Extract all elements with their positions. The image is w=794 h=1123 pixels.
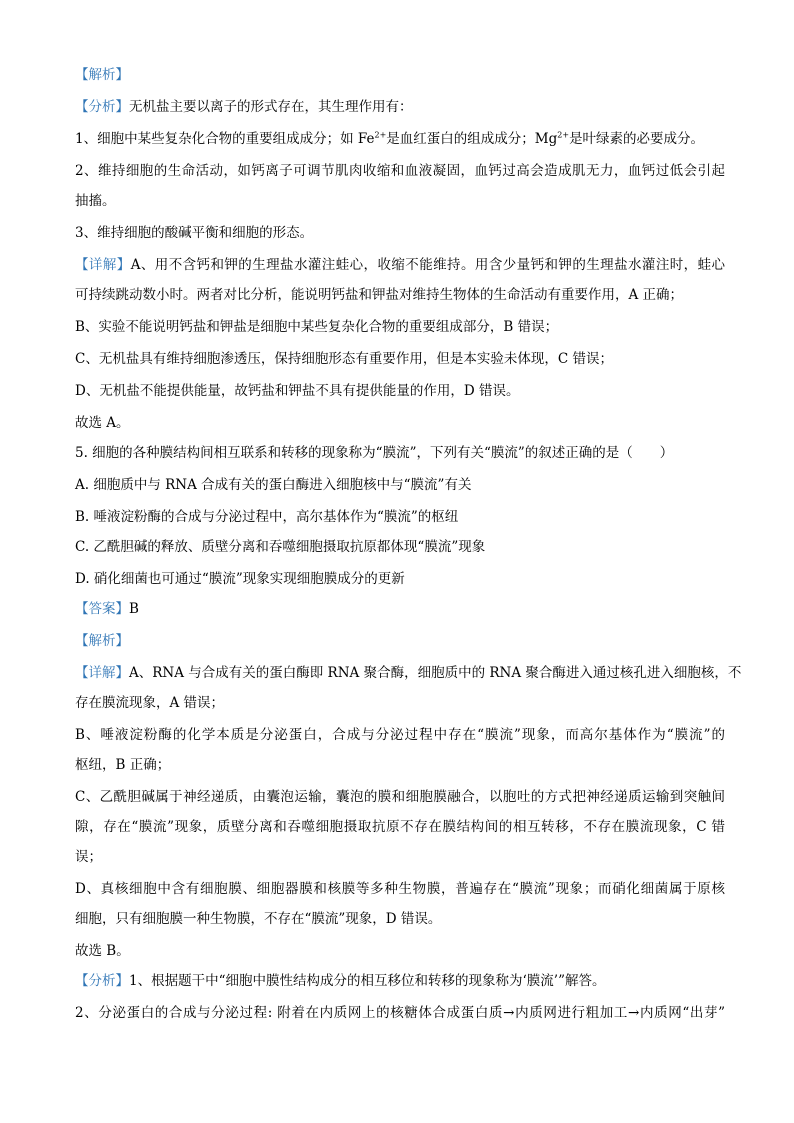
jiexi-tag-2: 【解析】	[75, 633, 129, 649]
point-1-text-b: 是血红蛋白的组成成分；Mg	[386, 131, 558, 147]
daan-tag: 【答案】	[75, 601, 129, 617]
analysis-heading	[75, 66, 725, 84]
detail-d: D、无机盐不能提供能量，故钙盐和钾盐不具有提供能量的作用，D 错误。	[75, 383, 520, 399]
choose-a: 故选 A。	[75, 415, 130, 431]
answer-value: B	[129, 601, 139, 617]
choose-b: 故选 B。	[75, 943, 130, 959]
xiangjie-tag: 【详解】	[75, 257, 131, 273]
detail2-a-text: A、RNA 与合成有关的蛋白酶即 RNA 聚合酶，细胞质中的 RNA 聚合酶进入通过核孔进入细胞核，不	[129, 665, 742, 681]
fenxi-intro-text: 无机盐主要以离子的形式存在，其生理作用有：	[129, 99, 413, 115]
detail-a-text: A、用不含钙和钾的生理盐水灌注蛙心，收缩不能维持。用含少量钙和钾的生理盐水灌注时，蛙心	[130, 257, 726, 273]
xiangjie-tag-2: 【详解】	[75, 665, 129, 681]
jiexi-tag: 【解析】	[75, 67, 129, 83]
option-c: C. 乙酰胆碱的释放、质壁分离和吞噬细胞摄取抗原都体现“膜流”现象	[75, 539, 486, 555]
point-1-text-a: 1、细胞中某些复杂化合物的重要组成成分；如 Fe	[75, 131, 375, 147]
point-1	[75, 130, 725, 148]
fenxi-tag-2: 【分析】	[75, 973, 129, 989]
detail2-b-line-2: 枢纽，B 正确；	[75, 757, 171, 773]
question-5-stem: 5. 细胞的各种膜结构间相互联系和转移的现象称为“膜流”，下列有关“膜流”的叙述正确的是（ ）	[75, 445, 674, 461]
point-2-line-2: 抽搐。	[75, 193, 116, 209]
detail2-c-line-1: C、乙酰胆碱属于神经递质，由囊泡运输，囊泡的膜和细胞膜融合，以胞吐的方式把神经递质运输到突触间	[75, 789, 725, 805]
detail2-c-line-3: 误；	[75, 849, 102, 865]
detail-b: B、实验不能说明钙盐和钾盐是细胞中某些复杂化合物的重要组成部分，B 错误；	[75, 319, 559, 335]
analysis2-line-1	[75, 972, 725, 990]
mg-superscript: 2+	[557, 130, 570, 140]
analysis2-text-1: 1、根据题干中“细胞中膜性结构成分的相互移位和转移的现象称为‘膜流’”解答。	[129, 973, 606, 989]
detail2-d-line-1: D、真核细胞中含有细胞膜、细胞器膜和核膜等多种生物膜，普遍存在“膜流”现象；而硝化细菌属于原核	[75, 881, 725, 897]
detail-c: C、无机盐具有维持细胞渗透压，保持细胞形态有重要作用，但是本实验未体现，C 错误；	[75, 351, 613, 367]
detail2-b-line-1: B、唾液淀粉酶的化学本质是分泌蛋白，合成与分泌过程中存在“膜流”现象，而高尔基体作为“膜流”的	[75, 727, 725, 743]
option-d: D. 硝化细菌也可通过“膜流”现象实现细胞膜成分的更新	[75, 571, 405, 587]
point-1-text-c: 是叶绿素的必要成分。	[569, 131, 705, 147]
point-2-line-1: 2、维持细胞的生命活动，如钙离子可调节肌肉收缩和血液凝固，血钙过高会造成肌无力，血钙过低会引起	[75, 163, 725, 179]
detail2-a-line-1	[75, 664, 742, 682]
analysis-intro	[75, 98, 725, 116]
analysis-heading-2	[75, 632, 725, 650]
fenxi-tag: 【分析】	[75, 99, 129, 115]
option-b: B. 唾液淀粉酶的合成与分泌过程中，高尔基体作为“膜流”的枢纽	[75, 509, 459, 525]
point-3: 3、维持细胞的酸碱平衡和细胞的形态。	[75, 225, 314, 241]
detail2-d-line-2: 细胞，只有细胞膜一种生物膜，不存在“膜流”现象，D 错误。	[75, 911, 442, 927]
detail2-c-line-2: 隙，存在“膜流”现象，质壁分离和吞噬细胞摄取抗原不存在膜结构间的相互转移，不存在膜流现象，C 错	[75, 819, 725, 835]
detail2-a-line-2: 存在膜流现象，A 错误；	[75, 695, 225, 711]
analysis2-line-2: 2、分泌蛋白的合成与分泌过程: 附着在内质网上的核糖体合成蛋白质→内质网进行粗加工→内质网“出芽”	[75, 1005, 725, 1021]
option-a: A. 细胞质中与 RNA 合成有关的蛋白酶进入细胞核中与“膜流”有关	[75, 477, 472, 493]
detail-a-line-1	[75, 256, 725, 274]
fe-superscript: 2+	[374, 130, 387, 140]
answer-line	[75, 600, 725, 618]
detail-a-line-2: 可持续跳动数小时。两者对比分析，能说明钙盐和钾盐对维持生物体的生命活动有重要作用，A 正确；	[75, 287, 684, 303]
